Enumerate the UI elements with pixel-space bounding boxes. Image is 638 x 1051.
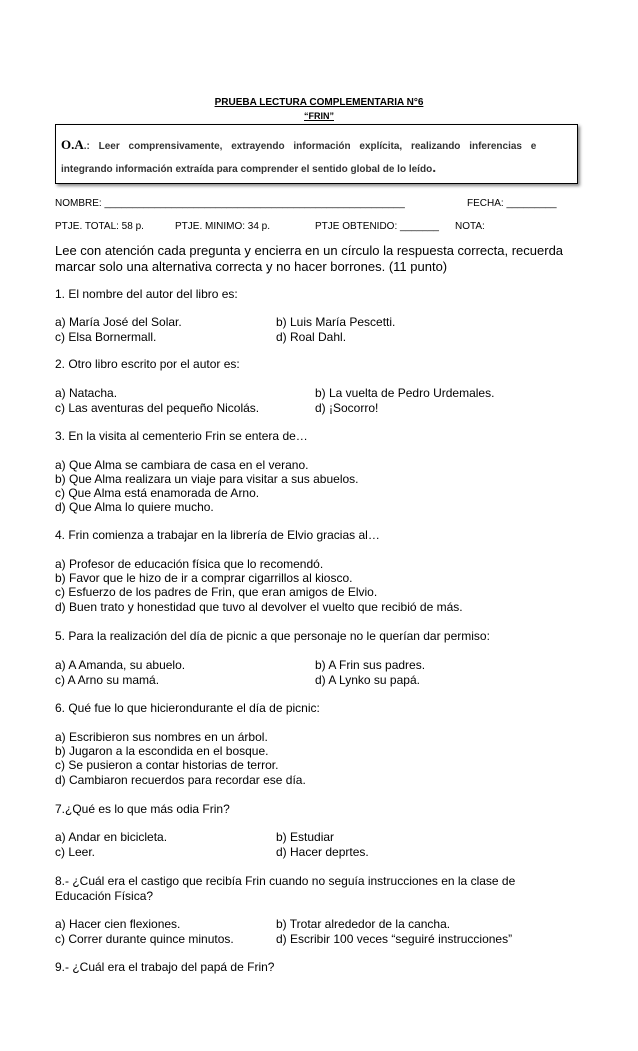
question-7: 7.¿Qué es lo que más odia Frin? (55, 802, 230, 816)
page-title: PRUEBA LECTURA COMPLEMENTARIA N°6 (214, 97, 424, 108)
option-2c[interactable]: c) Las aventuras del pequeño Nicolás. (55, 401, 260, 415)
option-1b[interactable]: b) Luis María Pescetti. (276, 315, 396, 329)
option-7c[interactable]: c) Leer. (55, 845, 96, 859)
option-8d[interactable]: d) Escribir 100 veces “seguiré instrucciones” (276, 932, 513, 946)
option-4c[interactable]: c) Esfuerzo de los padres de Frin, que eran amigos de Elvio. (55, 585, 378, 599)
option-3a[interactable]: a) Que Alma se cambiara de casa en el verano. (55, 458, 309, 472)
option-6c[interactable]: c) Se pusieron a contar historias de terror. (55, 758, 279, 772)
option-3d[interactable]: d) Que Alma lo quiere mucho. (55, 500, 214, 514)
option-7b[interactable]: b) Estudiar (276, 830, 335, 844)
ptje-obtenido-field[interactable]: PTJE OBTENIDO: _______ (315, 221, 439, 232)
option-8a[interactable]: a) Hacer cien flexiones. (55, 917, 181, 931)
option-2a[interactable]: a) Natacha. (55, 386, 118, 400)
option-6b[interactable]: b) Jugaron a la escondida en el bosque. (55, 744, 269, 758)
objective-text (61, 134, 573, 180)
question-1: 1. El nombre del autor del libro es: (55, 287, 238, 301)
book-title: “FRIN” (304, 111, 334, 121)
option-7d[interactable]: d) Hacer deprtes. (276, 845, 369, 859)
objective-line-1: Leer comprensivamente, extrayendo información explícita, realizando inferencias e (89, 141, 537, 152)
option-1a[interactable]: a) María José del Solar. (55, 315, 182, 329)
option-6a[interactable]: a) Escribieron sus nombres en un árbol. (55, 730, 268, 744)
question-6: 6. Qué fue lo que hicierondurante el día de picnic: (55, 701, 320, 715)
question-2: 2. Otro libro escrito por el autor es: (55, 357, 240, 371)
option-4a[interactable]: a) Profesor de educación física que lo recomendó. (55, 557, 324, 571)
option-4b[interactable]: b) Favor que le hizo de ir a comprar cigarrillos al kiosco. (55, 571, 353, 585)
ptje-total: PTJE. TOTAL: 58 p. (55, 221, 144, 232)
objective-label-suffix: .: (83, 141, 90, 152)
option-5a[interactable]: a) A Amanda, su abuelo. (55, 658, 186, 672)
question-3: 3. En la visita al cementerio Frin se entera de… (55, 429, 308, 443)
option-4d[interactable]: d) Buen trato y honestidad que tuvo al devolver el vuelto que recibió de más. (55, 600, 463, 614)
objective-label: O.A (61, 137, 84, 152)
option-1d[interactable]: d) Roal Dahl. (276, 330, 347, 344)
instructions-line-1: Lee con atención cada pregunta y encierra en un círculo la respuesta correcta, recuerda (55, 243, 564, 258)
option-7a[interactable]: a) Andar en bicicleta. (55, 830, 168, 844)
objective-box (55, 124, 578, 184)
option-6d[interactable]: d) Cambiaron recuerdos para recordar ese día. (55, 773, 306, 787)
question-9: 9.- ¿Cuál era el trabajo del papá de Frin? (55, 960, 275, 974)
option-8b[interactable]: b) Trotar alrededor de la cancha. (276, 917, 451, 931)
objective-line-2: integrando información extraída para comprender el sentido global de lo leído (61, 164, 433, 175)
option-3c[interactable]: c) Que Alma está enamorada de Arno. (55, 486, 260, 500)
objective-period: . (432, 159, 437, 175)
option-1c[interactable]: c) Elsa Bornermall. (55, 330, 157, 344)
ptje-minimo: PTJE. MINIMO: 34 p. (175, 221, 271, 232)
fecha-field[interactable]: FECHA: _________ (467, 198, 557, 209)
question-5: 5. Para la realización del día de picnic a que personaje no le querían dar permiso: (55, 629, 490, 643)
option-5c[interactable]: c) A Arno su mamá. (55, 673, 160, 687)
nota-field[interactable]: NOTA: (455, 221, 485, 232)
option-5b[interactable]: b) A Frin sus padres. (315, 658, 426, 672)
instructions-line-2: marcar solo una alternativa correcta y no hacer borrones. (11 punto) (55, 259, 448, 274)
option-3b[interactable]: b) Que Alma realizara un viaje para visitar a sus abuelos. (55, 472, 359, 486)
nombre-field[interactable]: NOMBRE: ______________________________________________________ (55, 198, 405, 209)
question-4: 4. Frin comienza a trabajar en la librería de Elvio gracias al… (55, 528, 380, 542)
option-2d[interactable]: d) ¡Socorro! (315, 401, 379, 415)
question-8-line-1: 8.- ¿Cuál era el castigo que recibía Frin cuando no seguía instrucciones en la clase de (55, 874, 516, 888)
option-5d[interactable]: d) A Lynko su papá. (315, 673, 420, 687)
option-8c[interactable]: c) Correr durante quince minutos. (55, 932, 234, 946)
question-8-line-2: Educación Física? (55, 889, 154, 903)
option-2b[interactable]: b) La vuelta de Pedro Urdemales. (315, 386, 495, 400)
